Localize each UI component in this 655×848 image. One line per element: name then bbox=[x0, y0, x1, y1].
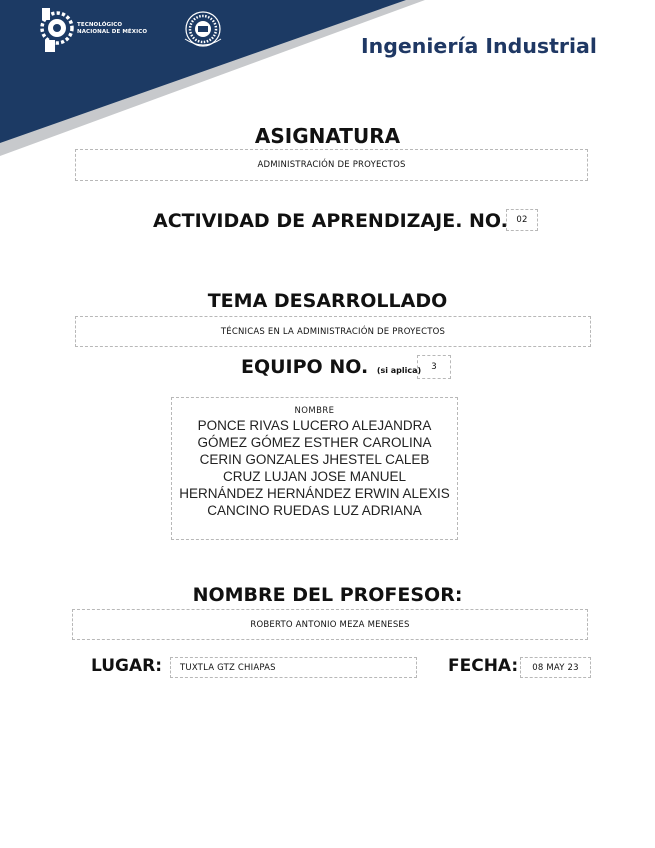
institution-name bbox=[77, 22, 147, 36]
lugar-field[interactable]: TUXTLA GTZ CHIAPAS bbox=[170, 657, 417, 678]
actividad-heading: ACTIVIDAD DE APRENDIZAJE. NO. bbox=[153, 210, 508, 232]
team-member: CRUZ LUJAN JOSE MANUEL bbox=[222, 469, 407, 484]
equipo-heading bbox=[241, 356, 421, 378]
fecha-field[interactable]: 08 MAY 23 bbox=[520, 657, 591, 678]
actividad-number-field[interactable]: 02 bbox=[506, 209, 538, 231]
team-member: CANCINO RUEDAS LUZ ADRIANA bbox=[207, 503, 422, 518]
team-members-list bbox=[172, 417, 457, 519]
institution-line-2: NACIONAL DE MÉXICO bbox=[77, 29, 148, 35]
equipo-number-field[interactable]: 3 bbox=[417, 355, 451, 379]
team-member: CERIN GONZALES JHESTEL CALEB bbox=[199, 452, 430, 467]
asignatura-field[interactable]: ADMINISTRACIÓN DE PROYECTOS bbox=[75, 149, 588, 181]
equipo-heading-text: EQUIPO NO. bbox=[241, 356, 369, 378]
team-member: GÓMEZ GÓMEZ ESTHER CAROLINA bbox=[197, 435, 432, 450]
team-member: PONCE RIVAS LUCERO ALEJANDRA bbox=[197, 418, 432, 433]
tema-field[interactable]: TÉCNICAS EN LA ADMINISTRACIÓN DE PROYECTOS bbox=[75, 316, 591, 347]
team-member: HERNÁNDEZ HERNÁNDEZ ERWIN ALEXIS bbox=[179, 486, 450, 501]
asignatura-heading: ASIGNATURA bbox=[254, 124, 401, 148]
profesor-field[interactable]: ROBERTO ANTONIO MEZA MENESES bbox=[72, 609, 588, 640]
team-members-label: NOMBRE bbox=[294, 406, 335, 416]
profesor-heading: NOMBRE DEL PROFESOR: bbox=[192, 584, 463, 606]
team-members-box bbox=[171, 397, 458, 540]
lugar-heading: LUGAR: bbox=[91, 656, 163, 676]
fecha-heading: FECHA: bbox=[448, 656, 519, 676]
career-title: Ingeniería Industrial bbox=[361, 34, 597, 58]
tema-heading: TEMA DESARROLLADO bbox=[207, 290, 448, 312]
equipo-note: (si aplica) bbox=[376, 366, 422, 375]
institution-line-1: TECNOLÓGICO bbox=[77, 22, 123, 28]
